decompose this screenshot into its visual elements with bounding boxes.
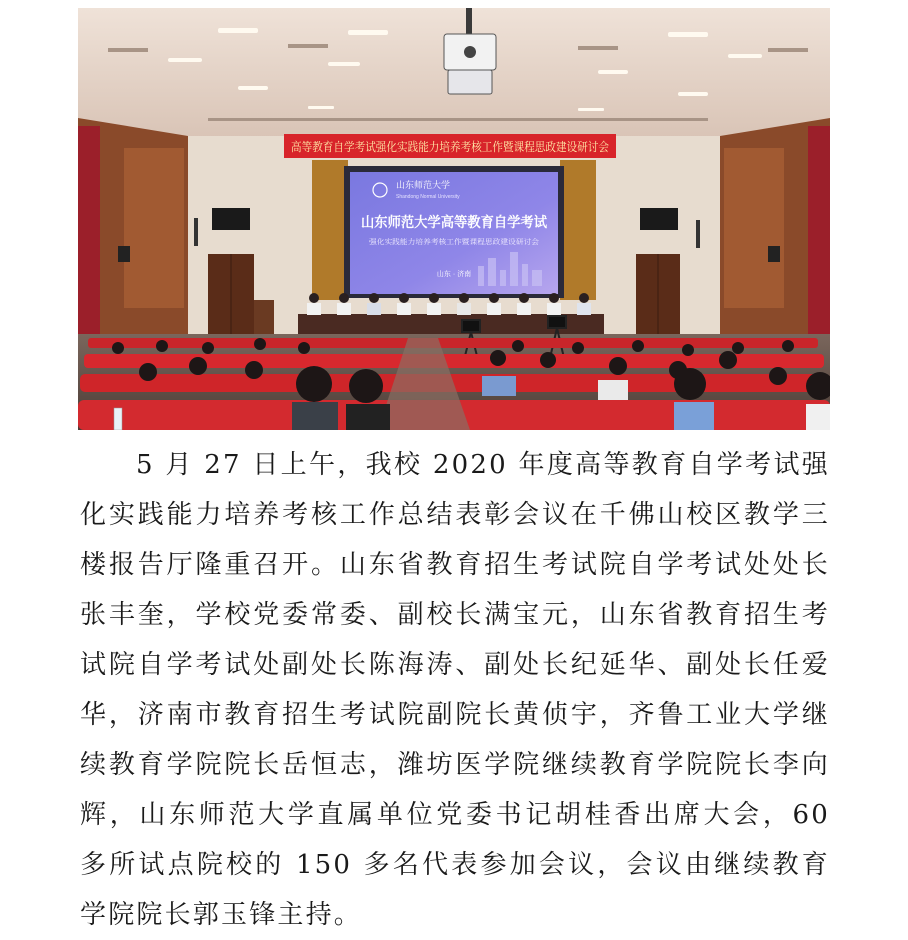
screen-subtitle: 强化实践能力培养考核工作暨课程思政建设研讨会 [369,239,523,246]
left-speaker [118,246,130,262]
article-paragraph: 5 月 27 日上午，我校 2020 年度高等教育自学考试强化实践能力培养考核工作总结表彰会议在千佛山校区教学三楼报告厅隆重召开。山东省教育招生考试院自学考试处处长张丰奎，学校党委常委、副校长满宝元，山东省教育招生考试院自学考试处副处长陈海涛、副处长纪延华、副处长任爱华，济南市教育招生考试院副院长黄侦宇，齐鲁工业大学继续教育学院院长岳恒志，潍坊医学院继续教育学院院长李向辉，山东师范大学直属单位党委书记胡桂香出席大会，60 多所试点院校的 150 多名代表参加会议，会议由继续教育学院院长郭玉锋主持。 [80,450,830,930]
screen-location: 山东 · 济南 [436,271,472,278]
article-body [80,440,830,940]
podium [254,300,274,336]
water-bottle [114,408,122,430]
screen-logo: 山东师范大学 [396,180,451,190]
screen-logo-en: Shandong Normal University [396,194,460,200]
screen-title: 山东师范大学高等教育自学考试 [361,215,557,231]
conference-photo [78,8,830,430]
left-tv [212,208,250,230]
right-tv [640,208,678,230]
banner-text: 高等教育自学考试强化实践能力培养考核工作暨课程思政建设研讨会 [291,140,652,154]
right-speaker [768,246,780,262]
